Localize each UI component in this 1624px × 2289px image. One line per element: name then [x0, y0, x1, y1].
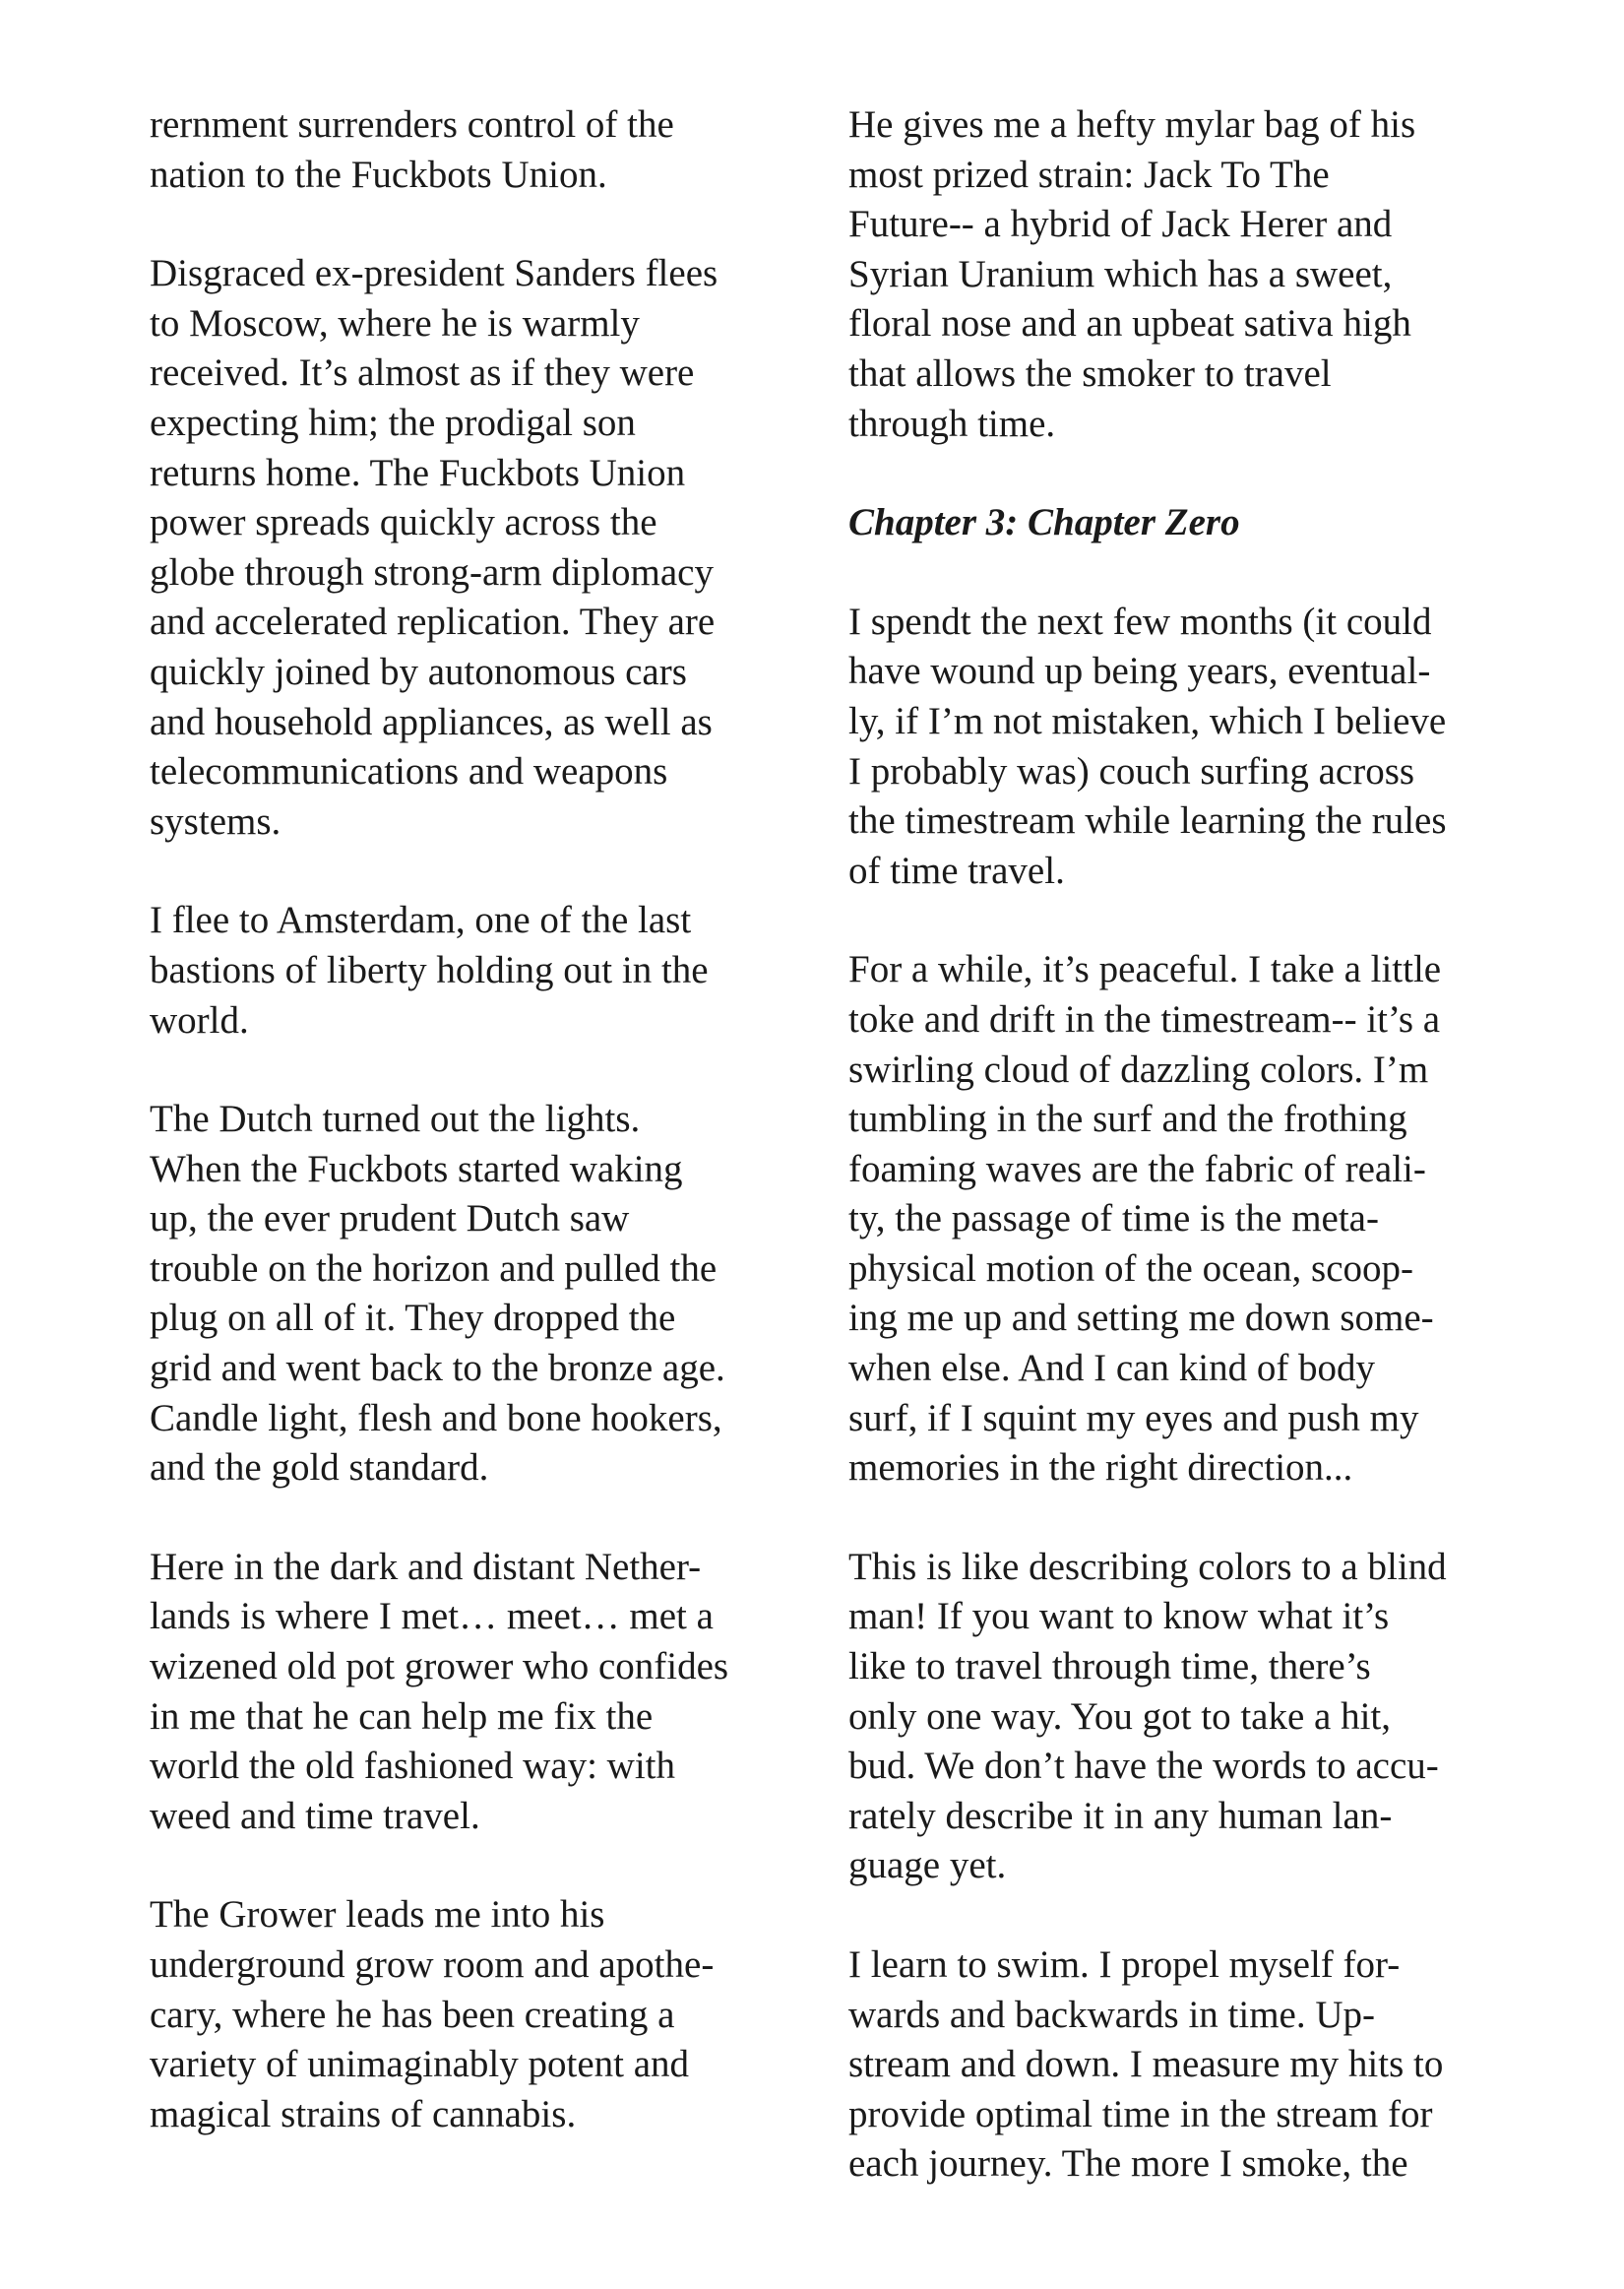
paragraph-timestream-drift: For a while, it’s peaceful. I take a little toke and drift in the timestream-- it’s a swirling cloud of dazzling colors. I’m tumbling in the surf and the frothing foaming waves are the fabric of reali- ty, the passage of time is the meta- physical motion of the ocean, scoop- ing me up and setting me down some- when else. And I can kind of body surf, if I squint my eyes and push my memories in the right direction... — [848, 948, 1442, 1490]
paragraph-pot-grower: Here in the dark and distant Nether- lands is where I met… meet… met a wizened old pot grower who confides in me that he can help me fix the world the old fashioned way: with weed and time travel. — [150, 1545, 729, 1837]
paragraph-dutch-lights: The Dutch turned out the lights. When the Fuckbots started waking up, the ever prudent Dutch saw trouble on the horizon and pulled the plug on all of it. They dropped the grid and went back to the bronze age. Candle light, flesh and bone hookers, and the gold standard. — [150, 1098, 725, 1490]
paragraph-learn-to-swim: I learn to swim. I propel myself for- wards and backwards in time. Up- stream and down. I measure my hits to provide optimal time in the stream for each journey. The more I smoke, the — [848, 1943, 1444, 2186]
paragraph-government-surrender: rernment surrenders control of the nation to the Fuckbots Union. — [150, 103, 674, 196]
paragraph-blind-man: This is like describing colors to a blind man! If you want to know what it’s like to travel through time, there’s only one way. You got to take a hit, bud. We don’t have the words to accu- rately describe it in any human lan- guage yet. — [848, 1545, 1447, 1887]
chapter-heading: Chapter 3: Chapter Zero — [848, 501, 1240, 544]
paragraph-couch-surfing: I spendt the next few months (it could have wound up being years, eventual- ly, if I’m not mistaken, which I believe I probably was) couch surfing across the timestream while learning the rules of time travel. — [848, 600, 1447, 892]
paragraph-flee-amsterdam: I flee to Amsterdam, one of the last bastions of liberty holding out in the world. — [150, 899, 709, 1042]
left-column — [150, 100, 789, 2189]
paragraph-sanders-flees: Disgraced ex-president Sanders flees to Moscow, where he is warmly received. It’s almost as if they were expecting him; the prodigal son returns home. The Fuckbots Union power spreads quickly across the globe through strong-arm diplomacy and accelerated replication. They are quickly joined by autonomous cars and household appliances, as well as telecommunications and weapons systems. — [150, 252, 718, 843]
right-column — [848, 100, 1503, 2239]
paragraph-grow-room: The Grower leads me into his underground grow room and apothe- cary, where he has been creating a variety of unimaginably potent and magical strains of cannabis. — [150, 1893, 715, 2135]
paragraph-mylar-bag: He gives me a hefty mylar bag of his most prized strain: Jack To The Future-- a hybrid of Jack Herer and Syrian Uranium which has a sweet, floral nose and an upbeat sativa high that allows the smoker to travel through time. — [848, 103, 1416, 445]
